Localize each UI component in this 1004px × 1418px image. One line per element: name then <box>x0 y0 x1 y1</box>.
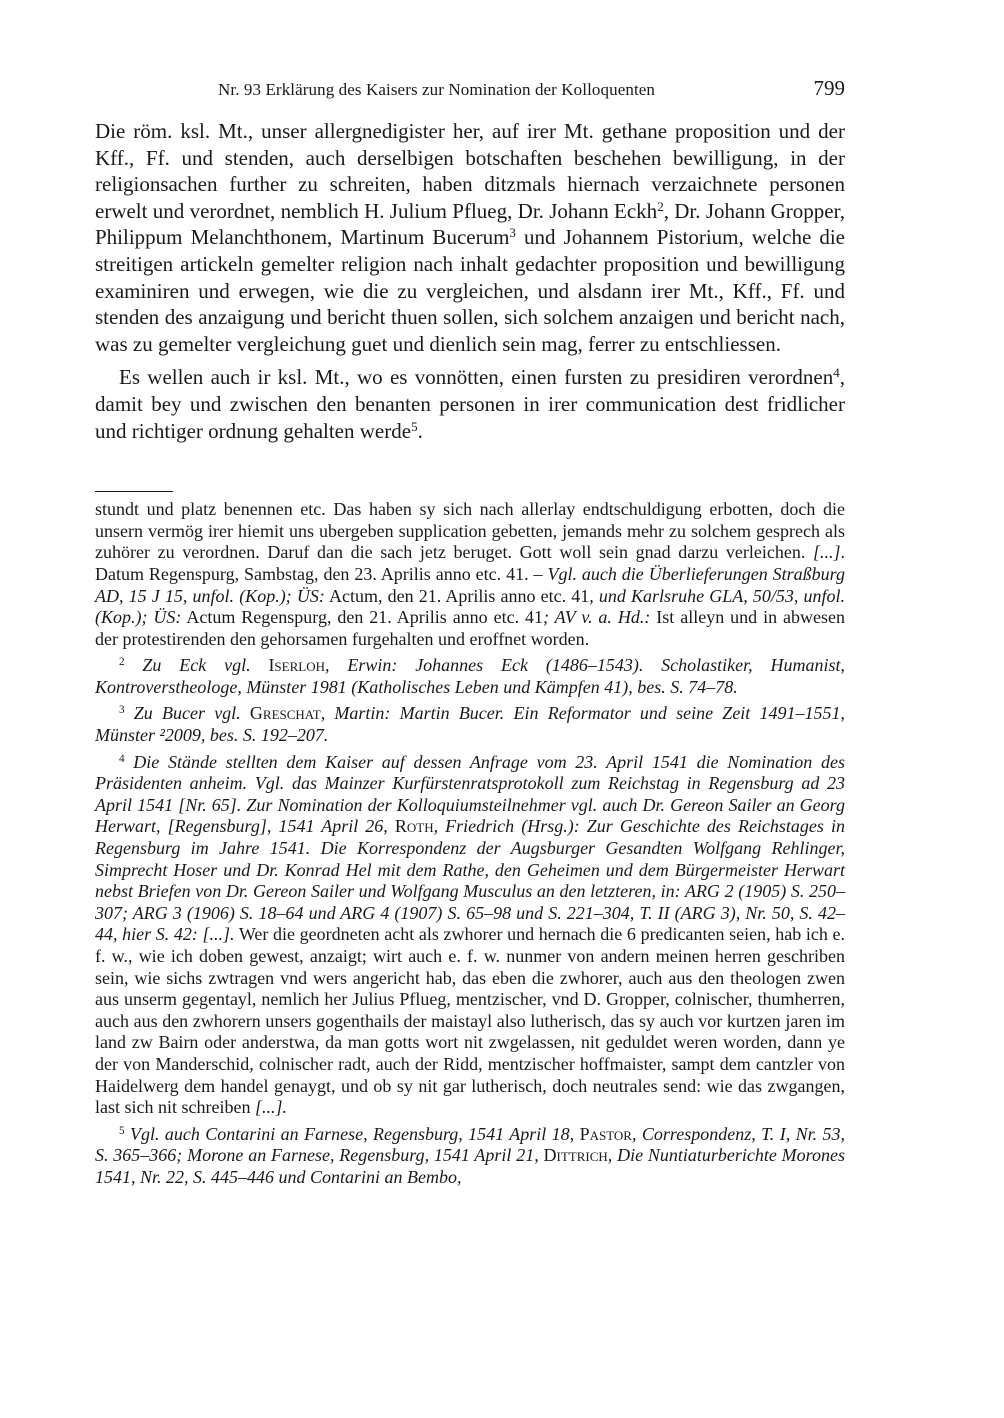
page-number: 799 <box>813 76 845 100</box>
footnote-2: $^2$ Zu Eck vgl. Iserloh, Erwin: Johannes Eck (1486–1543). Scholastiker, Humanist, Kontroverstheologe, Münster 1981 (Katholisches Leben und Kämpfen 41), bes. S. 74–78. <box>95 655 845 697</box>
footnote-5: $^5$ Vgl. auch Contarini an Farnese, Regensburg, 1541 April 18, Pastor, Correspondenz, T. I, Nr. 53, S. 365–366; Morone an Farnese, Regensburg, 1541 April 21, Dittrich, Die Nuntiaturberichte Morones 1541, Nr. 22, S. 445–446 und Contarini an Bembo, <box>95 1123 846 1187</box>
paragraph-1: Die röm. ksl. Mt., unser allergnedigister her, auf irer Mt. gethane proposition und der Kff., Ff. und stenden, auch derselbigen botschaften beschehen bewilligung, in der religionsachen further zu schreiten, haben ditzmals hiernach verzaichnete personen erwelt und verordnet, nemblich H. Julium Pflueg, Dr. Johann Eckh$^2$, Dr. Johann Gropper, Philippum Melanchthonem, Martinum Bucerum$^3$ und Johannem Pistorium, welche die streitigen artickeln gemelter religion nach inhalt gedachter proposition und bewilligung examiniren und erwegen, wie die zu vergleichen, und alsdann irer Mt., Kff., Ff. und stenden des anzaigung und bericht thuen sollen, sich solchem anzaigen und bericht nach, was zu gemelter vergleichung guet und dienlich sein mag, ferrer zu entschliessen. <box>95 119 846 356</box>
footnote-ref-2[interactable]: 2 <box>657 198 664 214</box>
footnote-number: 3 <box>119 704 125 717</box>
footnote-continuation: stundt und platz benennen etc. Das haben sy sich nach allerlay endtschuldigung erbotten, doch die unsern vermög irer hiemit uns ubergeben supplication gebetten, jemands mehr zu solchem gesprech als zuhörer zu verordnen. Daruf dan die sach jetz beruget. Gott woll sein gnad darzu verleichen. [...]. Datum Regenspurg, Sambstag, den 23. Aprilis anno etc. 41. – Vgl. auch die Überlieferungen Straßburg AD, 15 J 15, unfol. (Kop.); ÜS: Actum, den 21. Aprilis anno etc. 41, und Karlsruhe GLA, 50/53, unfol. (Kop.); ÜS: Actum Regenspurg, den 21. Aprilis anno etc. 41; AV v. a. Hd.: Ist alleyn und in abwesen der protestirenden den gehorsamen furgehalten und eroffnet worden. <box>95 499 845 649</box>
footnote-3: $^3$ Zu Bucer vgl. Greschat, Martin: Martin Bucer. Ein Reformator und seine Zeit 1491–1551, Münster ²2009, bes. S. 192–207. <box>95 703 846 746</box>
footnote-separator <box>95 491 173 492</box>
main-text <box>95 118 845 444</box>
author-name: Dittrich <box>543 1145 608 1166</box>
author-name: Greschat <box>249 703 321 724</box>
footnotes <box>95 499 845 1188</box>
author-name: Roth <box>394 816 434 837</box>
author-name: Iserloh <box>268 655 325 676</box>
page-header <box>95 78 845 118</box>
author-name: Pastor <box>579 1123 632 1144</box>
footnote-ref-3[interactable]: 3 <box>509 225 516 241</box>
footnote-number: 5 <box>119 1124 125 1137</box>
footnote-4: $^4$ Die Stände stellten dem Kaiser auf dessen Anfrage vom 23. April 1541 die Nomination des Präsidenten anheim. Vgl. das Mainzer Kurfürstenratsprotokoll zum Reichstag in Regensburg ad 23 April 1541 [Nr. 65]. Zur Nomination der Kolloquiumsteilnehmer vgl. auch Dr. Gereon Sailer an Georg Herwart, [Regensburg], 1541 April 26, Roth, Friedrich (Hrsg.): Zur Geschichte des Reichstages in Regensburg im Jahre 1541. Die Korrespondenz der Augsburger Gesandten Wolfgang Rehlinger, Simprecht Hoser und Dr. Konrad Hel mit dem Rathe, den Geheimen und dem Bürgermeister Herwart nebst Briefen von Dr. Gereon Sailer und Wolfgang Musculus an den letzteren, in: ARG 2 (1905) S. 250–307; ARG 3 (1906) S. 18–64 und ARG 4 (1907) S. 65–98 und S. 221–304, T. II (ARG 3), Nr. 50, S. 42–44, hier S. 42: [...]. Wer die geordneten acht als zwhorer und hernach die 6 predicanten seien, hab ich e. f. w., wie ich doben gewest, anzaigt; wirt auch e. f. w. nunmer von andern meinen herren geschriben sein, wie sichs zwtragen vnd wers angericht hab, das eben die zwhorer, auch aus den theologen zwen aus unserm gegentayl, nemlich her Julius Pflueg, mentzischer, vnd D. Gropper, colnischer, thumherren, auch aus den zwhorern unsers gogenthails der maistayl also lutherisch, das sy auch vor kurtzen jaren im land zw Bairn oder anderstwa, da man gotts wort nit zwgelassen, nit geduldet weren worden, dann ye der von Manderschid, colnischer radt, auch der Ridd, mentzischer hoffmaister, sampt dem cantzler von Haidelwerg dem handel genaygt, und ob sy nit gar lutherisch, doch neutrales send: wie das zwgangen, last sich nit schreiben [...]. <box>95 751 846 1118</box>
running-head: Nr. 93 Erklärung des Kaisers zur Nomination der Kolloquenten <box>218 80 656 99</box>
document-page <box>95 78 845 1189</box>
footnote-number: 4 <box>119 752 125 765</box>
footnote-ref-5[interactable]: 5 <box>411 418 418 434</box>
footnote-number: 2 <box>119 656 125 669</box>
footnote-ref-4[interactable]: 4 <box>833 365 840 381</box>
paragraph-2: Es wellen auch ir ksl. Mt., wo es vonnötten, einen fursten zu presidiren verordnen$^4$, damit bey und zwischen den benanten personen in irer communication dest fridlicher und richtiger ordnung gehalten werde$^5$. <box>95 365 845 443</box>
